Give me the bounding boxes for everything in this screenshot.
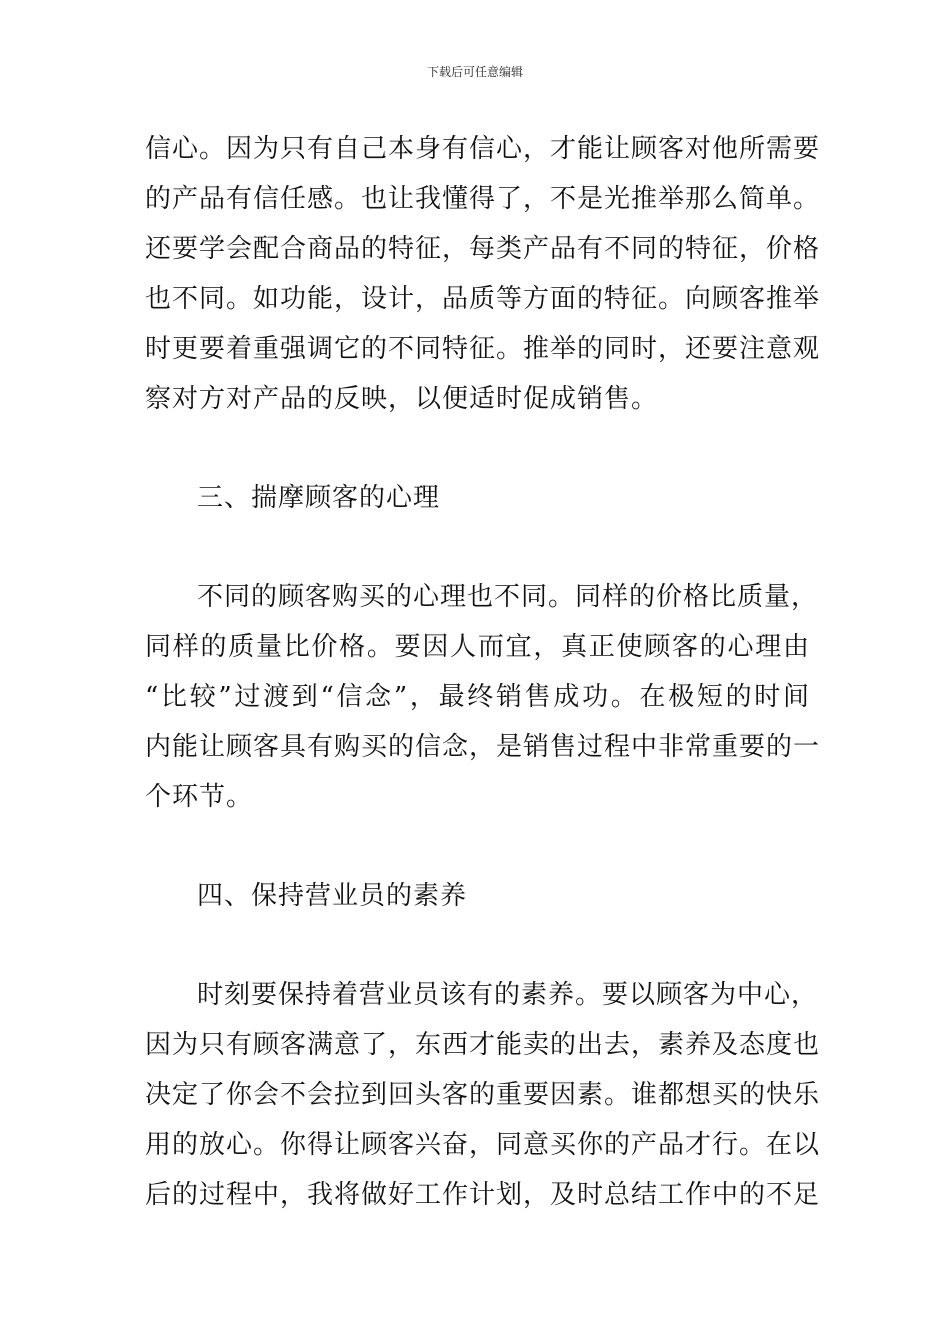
paragraph-3-line-4: 用的放心。你得让顾客兴奋，同意买你的产品才行。在以: [145, 1130, 821, 1160]
paragraph-2-line-4: 内能让顾客具有购买的信念，是销售过程中非常重要的一: [145, 732, 821, 762]
paragraph-1-line-5: 时更要着重强调它的不同特征。推举的同时，还要注意观: [145, 334, 821, 364]
paragraph-3-line-3: 决定了你会不会拉到回头客的重要因素。谁都想买的快乐: [145, 1080, 821, 1110]
section-heading-3: 三、揣摩顾客的心理: [197, 483, 441, 513]
paragraph-1-line-4: 也不同。如功能，设计，品质等方面的特征。向顾客推举: [145, 284, 821, 314]
paragraph-3-line-5: 后的过程中，我将做好工作计划，及时总结工作中的不足: [145, 1180, 821, 1210]
section-heading-4: 四、保持营业员的素养: [197, 881, 468, 911]
paragraph-1-line-1: 信心。因为只有自己本身有信心，才能让顾客对他所需要: [145, 134, 821, 164]
paragraph-2-line-3: “比较”过渡到“信念”，最终销售成功。在极短的时间: [145, 682, 810, 712]
paragraph-3-line-2: 因为只有顾客满意了，东西才能卖的出去，素养及态度也: [145, 1030, 821, 1060]
paragraph-1-line-6: 察对方对产品的反映，以便适时促成销售。: [145, 384, 659, 414]
page-header-note: 下载后可任意编辑: [426, 65, 523, 79]
paragraph-3-line-1: 时刻要保持着营业员该有的素养。要以顾客为中心，: [197, 980, 819, 1010]
paragraph-2-line-2: 同样的质量比价格。要因人而宜，真正使顾客的心理由: [145, 632, 810, 662]
paragraph-1-line-2: 的产品有信任感。也让我懂得了，不是光推举那么简单。: [145, 184, 821, 214]
paragraph-2-line-5: 个环节。: [145, 782, 254, 812]
paragraph-2-line-1: 不同的顾客购买的心理也不同。同样的价格比质量，: [197, 582, 819, 612]
paragraph-1-line-3: 还要学会配合商品的特征，每类产品有不同的特征，价格: [145, 234, 821, 264]
